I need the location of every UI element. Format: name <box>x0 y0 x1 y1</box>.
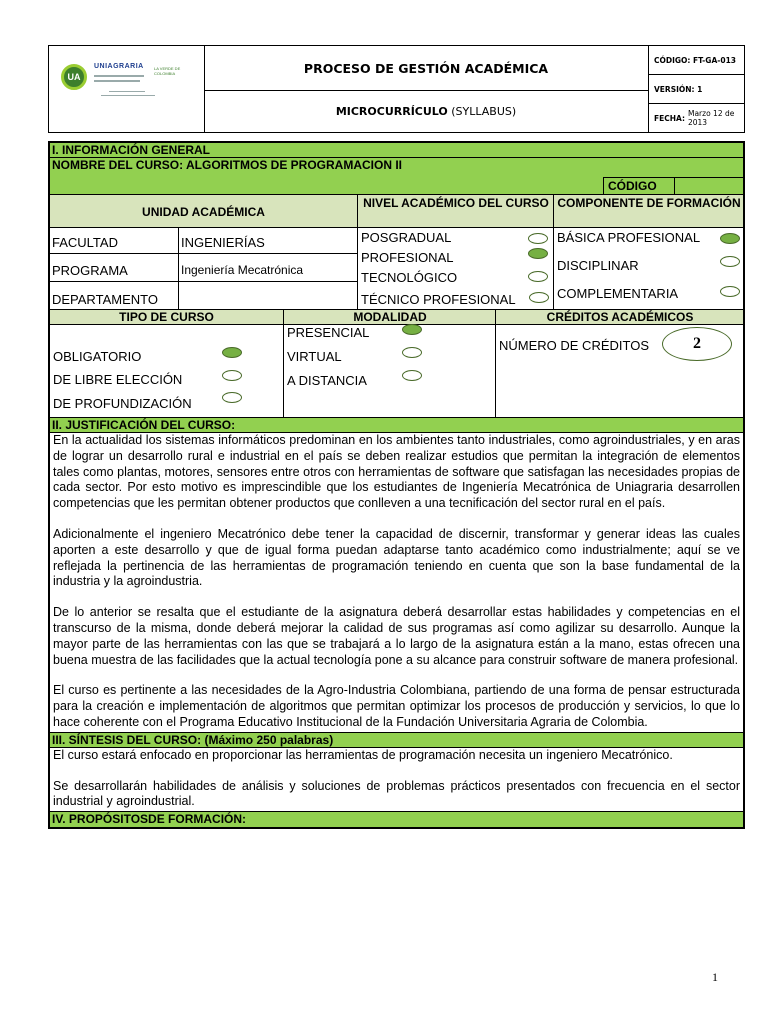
credits-value[interactable]: 2 <box>662 327 732 361</box>
radio-presencial[interactable] <box>402 324 422 335</box>
document-version: VERSIÓN: 1 <box>649 75 744 104</box>
justification-paragraph: Adicionalmente el ingeniero Mecatrónico debe tener la capacidad de discernir, transformar y generar ideas las cuales aporten a este desarrollo y que de igual forma puedan adaptarse tanto académico como industrialmente; aquí se ve reflejada la pertinencia de las herramientas de programación teniendo en cuenta que son la base fundamental de la industria y la agroindustria. <box>53 526 740 589</box>
faculty-label: FACULTAD <box>52 235 118 250</box>
level-header: NIVEL ACADÉMICO DEL CURSO <box>363 196 549 210</box>
section-4-title: IV. PROPÓSITOSDE FORMACIÓN: <box>50 812 743 827</box>
justification-body <box>50 433 743 733</box>
process-title: PROCESO DE GESTIÓN ACADÉMICA <box>204 46 649 91</box>
radio-tecnologico[interactable] <box>528 271 548 282</box>
component-option-disciplinar: DISCIPLINAR <box>557 258 639 273</box>
justification-paragraph: En la actualidad los sistemas informáticos predominan en los ambientes tanto industriales, como agroindustriales, y en aras de lograr un desarrollo rural e industrial en el país se deben realizar estudios que permitan la integración de elementos tales como plantas, motores, sensores entre otros con herramientas de software que satisfagan las necesidades propias de cada sector. Por esto motivo es imprescindible que los estudiantes de Ingeniería Mecatrónica de Uniagraria desarrollen competencias que les permitan obtener productos que conlleven a una tecnificación del sector rural en el país. <box>53 433 740 511</box>
modality-header: MODALIDAD <box>353 310 427 324</box>
radio-complementaria[interactable] <box>720 286 740 297</box>
radio-profesional[interactable] <box>528 248 548 259</box>
level-option-profesional: PROFESIONAL <box>361 250 454 265</box>
faculty-value: INGENIERÍAS <box>181 235 265 250</box>
logo-subtitle-line <box>94 75 144 77</box>
course-type-header: TIPO DE CURSO <box>119 310 214 324</box>
radio-obligatorio[interactable] <box>222 347 242 358</box>
modality-distancia: A DISTANCIA <box>287 373 367 388</box>
level-option-tecnologico: TECNOLÓGICO <box>361 270 458 285</box>
date-value: Marzo 12 de 2013 <box>687 109 735 127</box>
modality-header-cell <box>283 310 495 324</box>
program-value: Ingeniería Mecatrónica <box>181 263 304 277</box>
credits-header-cell <box>495 310 743 324</box>
logo-subtitle-line <box>109 91 145 92</box>
logo-subtitle-line <box>94 80 140 82</box>
credits-header: CRÉDITOS ACADÉMICOS <box>546 310 694 324</box>
section-3-title: III. SÍNTESIS DEL CURSO: (Máximo 250 palabras) <box>50 733 743 748</box>
course-type-cell <box>50 325 283 417</box>
section-2-title: II. JUSTIFICACIÓN DEL CURSO: <box>50 418 743 433</box>
logo-tagline: LA VERDE DE COLOMBIA <box>154 66 181 76</box>
credits-cell <box>495 325 743 417</box>
logo-name: UNIAGRARIA <box>94 63 144 70</box>
radio-disciplinar[interactable] <box>720 256 740 267</box>
synthesis-paragraph: Se desarrollarán habilidades de análisis y soluciones de problemas prácticos presentados con frecuencia en el sector industrial y agroindustrial. <box>53 778 740 809</box>
unit-level-component-header <box>50 195 743 228</box>
uniagraria-logo <box>61 58 196 106</box>
logo-emblem: UA <box>61 64 87 90</box>
component-header: COMPONENTE DE FORMACIÓN <box>557 196 741 210</box>
radio-basica-profesional[interactable] <box>720 233 740 244</box>
document-title <box>204 91 649 132</box>
syllabus-table <box>48 141 745 829</box>
radio-posgradual[interactable] <box>528 233 548 244</box>
logo-cell <box>49 46 205 132</box>
unit-labels-cell <box>50 228 178 309</box>
level-option-tecnico: TÉCNICO PROFESIONAL <box>361 292 516 307</box>
component-options-cell <box>553 228 743 309</box>
code-label: CÓDIGO <box>608 179 657 193</box>
logo-subtitle-line <box>101 95 155 96</box>
level-header-cell <box>357 195 553 227</box>
code-value-cell <box>674 177 743 194</box>
unit-level-component-body <box>50 228 743 310</box>
level-option-posgradual: POSGRADUAL <box>361 230 452 245</box>
credits-label: NÚMERO DE CRÉDITOS <box>499 338 649 353</box>
component-option-basica: BÁSICA PROFESIONAL <box>557 230 701 245</box>
date-label: FECHA: <box>654 113 685 123</box>
course-type-obligatorio: OBLIGATORIO <box>53 349 142 364</box>
document-header <box>48 45 745 133</box>
radio-libre-eleccion[interactable] <box>222 370 242 381</box>
document-date <box>649 104 744 132</box>
type-modality-credits-body <box>50 325 743 418</box>
component-header-cell <box>553 195 743 227</box>
department-label: DEPARTAMENTO <box>52 292 158 307</box>
document-code: CÓDIGO: FT-GA-013 <box>649 46 744 75</box>
radio-distancia[interactable] <box>402 370 422 381</box>
synthesis-paragraph: El curso estará enfocado en proporcionar las herramientas de programación necesita un ingeniero Mecatrónico. <box>53 747 673 762</box>
type-modality-credits-header <box>50 310 743 325</box>
unit-header: UNIDAD ACADÉMICA <box>142 205 265 219</box>
justification-paragraph: El curso es pertinente a las necesidades de la Agro-Industria Colombiana, partiendo de una forma de pensar estructurada para la creación e implementación de algoritmos que permitan optimizar los procesos de producción y servicios, lo que lo hace coherente con el Programa Educativo Institucional de la Fundación Universitaria Agraria de Colombia. <box>53 683 740 729</box>
component-option-complementaria: COMPLEMENTARIA <box>557 286 679 301</box>
level-options-cell <box>357 228 553 309</box>
document-title-rest: (SYLLABUS) <box>451 105 517 118</box>
modality-cell <box>283 325 495 417</box>
course-name: NOMBRE DEL CURSO: ALGORITMOS DE PROGRAMACION II <box>52 158 403 172</box>
radio-virtual[interactable] <box>402 347 422 358</box>
justification-paragraph: De lo anterior se resalta que el estudiante de la asignatura deberá desarrollar estas habilidades y competencias en el transcurso de la misma, donde deberá mejorar la calidad de sus programas así como agilizar su desarrollo. Aunque la mayor parte de las herramientas con las que se trabajará a lo largo de la asignatura están a la mano, estas ofrecen una buena muestra de las facilidades que la actual tecnología pone a su alcance para construir software de manera profesional. <box>53 605 740 667</box>
page-number: 1 <box>712 970 718 984</box>
code-label-cell <box>603 177 674 194</box>
course-type-profundizacion: DE PROFUNDIZACIÓN <box>53 396 192 411</box>
modality-virtual: VIRTUAL <box>287 349 342 364</box>
synthesis-body <box>50 748 743 812</box>
program-label: PROGRAMA <box>52 263 128 278</box>
modality-presencial: PRESENCIAL <box>287 325 370 340</box>
document-title-bold: MICROCURRÍCULO <box>335 105 448 118</box>
unit-values-cell <box>178 228 357 309</box>
course-name-row <box>50 158 743 195</box>
section-1-title: I. INFORMACIÓN GENERAL <box>50 143 743 158</box>
radio-profundizacion[interactable] <box>222 392 242 403</box>
radio-tecnico-profesional[interactable] <box>529 292 549 303</box>
course-type-libre: DE LIBRE ELECCIÓN <box>53 372 183 387</box>
